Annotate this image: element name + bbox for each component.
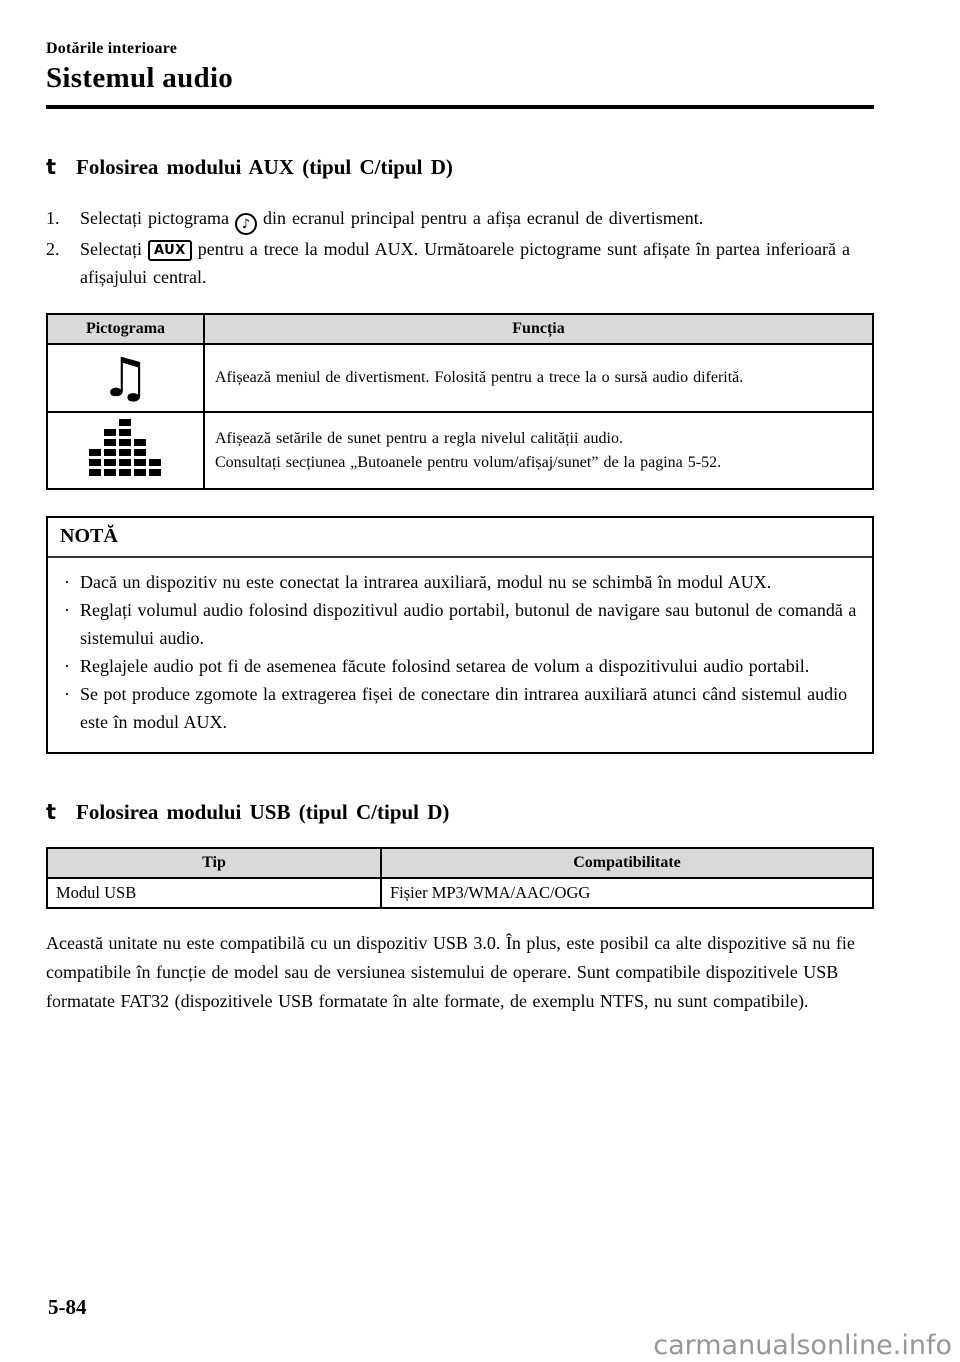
step-number: 1. bbox=[46, 208, 60, 228]
aux-steps bbox=[46, 204, 874, 291]
section-heading-text: Folosirea modului AUX (tipul C/tipul D) bbox=[76, 155, 453, 179]
icon-cell bbox=[47, 412, 204, 489]
step-text-post: din ecranul principal pentru a afișa ecranul de divertisment. bbox=[256, 208, 704, 228]
function-cell bbox=[204, 344, 873, 412]
column-header-functia: Funcția bbox=[204, 314, 873, 344]
section-marker: t bbox=[46, 800, 57, 824]
aux-icons-table bbox=[46, 313, 874, 490]
list-item bbox=[64, 680, 858, 736]
title-rule bbox=[46, 105, 874, 109]
note-body bbox=[48, 558, 872, 752]
function-text: Consultați secțiunea „Butoanele pentru volum/afișaj/sunet” de la pagina 5-52. bbox=[215, 453, 722, 471]
tip-cell: Modul USB bbox=[47, 878, 381, 908]
function-text: Afișează meniul de divertisment. Folosită pentru a trece la o sursă audio diferită. bbox=[215, 369, 744, 386]
table-header-row bbox=[47, 848, 873, 878]
step-text bbox=[80, 235, 874, 291]
function-cell bbox=[204, 412, 873, 489]
table-row bbox=[47, 878, 873, 908]
music-notes-icon: ♫ bbox=[100, 346, 151, 409]
list-item bbox=[46, 204, 874, 235]
list-item bbox=[64, 652, 858, 680]
bullet-icon: · bbox=[64, 656, 70, 676]
icon-cell bbox=[47, 344, 204, 412]
bullet-icon: · bbox=[64, 684, 70, 704]
function-text: Afișează setările de sunet pentru a regla nivelul calității audio. bbox=[215, 429, 623, 447]
step-text-pre: Selectați bbox=[80, 239, 148, 259]
breadcrumb: Dotările interioare bbox=[46, 40, 178, 57]
equalizer-icon bbox=[89, 419, 163, 477]
step-text-pre: Selectați pictograma bbox=[80, 208, 235, 228]
section-marker: t bbox=[46, 155, 57, 179]
list-item bbox=[46, 235, 874, 291]
usb-paragraph: Această unitate nu este compatibilă cu un dispozitiv USB 3.0. În plus, este posibil ca alte dispozitive să nu fie compatibile în funcție de model sau de versiunea sistemului de operare. Sunt compatibile dispozitivele USB formatate FAT32 (dispozitivele USB formatate în alte formate, de exemplu NTFS, nu sunt compatibile). bbox=[46, 933, 855, 1011]
entertainment-music-note-icon: ♪ bbox=[235, 213, 257, 235]
note-box bbox=[46, 516, 874, 754]
page-number: 5-84 bbox=[48, 1295, 87, 1319]
bullet-text: Se pot produce zgomote la extragerea fișei de conectare din intrarea auxiliară atunci când sistemul audio este în modul AUX. bbox=[80, 684, 848, 732]
step-text bbox=[80, 204, 874, 235]
aux-button-icon: AUX bbox=[148, 240, 192, 261]
compatibilitate-cell: Fișier MP3/WMA/AAC/OGG bbox=[381, 878, 873, 908]
page-title: Sistemul audio bbox=[46, 62, 234, 94]
step-text-post: pentru a trece la modul AUX. Următoarele pictograme sunt afișate în partea inferioară a afișajului central. bbox=[80, 239, 850, 287]
column-header-tip: Tip bbox=[47, 848, 381, 878]
bullet-text: Reglajele audio pot fi de asemenea făcute folosind setarea de volum a dispozitivului audio portabil. bbox=[80, 656, 810, 676]
bullet-icon: · bbox=[64, 572, 70, 592]
watermark: carmanualsonline.info bbox=[653, 1330, 952, 1361]
list-item bbox=[64, 568, 858, 596]
section-heading-text: Folosirea modului USB (tipul C/tipul D) bbox=[76, 800, 450, 824]
bullet-text: Dacă un dispozitiv nu este conectat la intrarea auxiliară, modul nu se schimbă în modul AUX. bbox=[80, 572, 772, 592]
bullet-icon: · bbox=[64, 600, 70, 620]
usb-compatibility-table bbox=[46, 847, 874, 909]
section-heading-aux bbox=[46, 155, 874, 180]
column-header-pictograma: Pictograma bbox=[47, 314, 204, 344]
note-title: NOTĂ bbox=[48, 518, 872, 558]
table-row bbox=[47, 344, 873, 412]
column-header-compatibilitate: Compatibilitate bbox=[381, 848, 873, 878]
table-header-row bbox=[47, 314, 873, 344]
step-number: 2. bbox=[46, 239, 60, 259]
bullet-text: Reglați volumul audio folosind dispozitivul audio portabil, butonul de navigare sau butonul de comandă a sistemului audio. bbox=[80, 600, 857, 648]
section-heading-usb bbox=[46, 800, 874, 825]
table-row bbox=[47, 412, 873, 489]
list-item bbox=[64, 596, 858, 652]
